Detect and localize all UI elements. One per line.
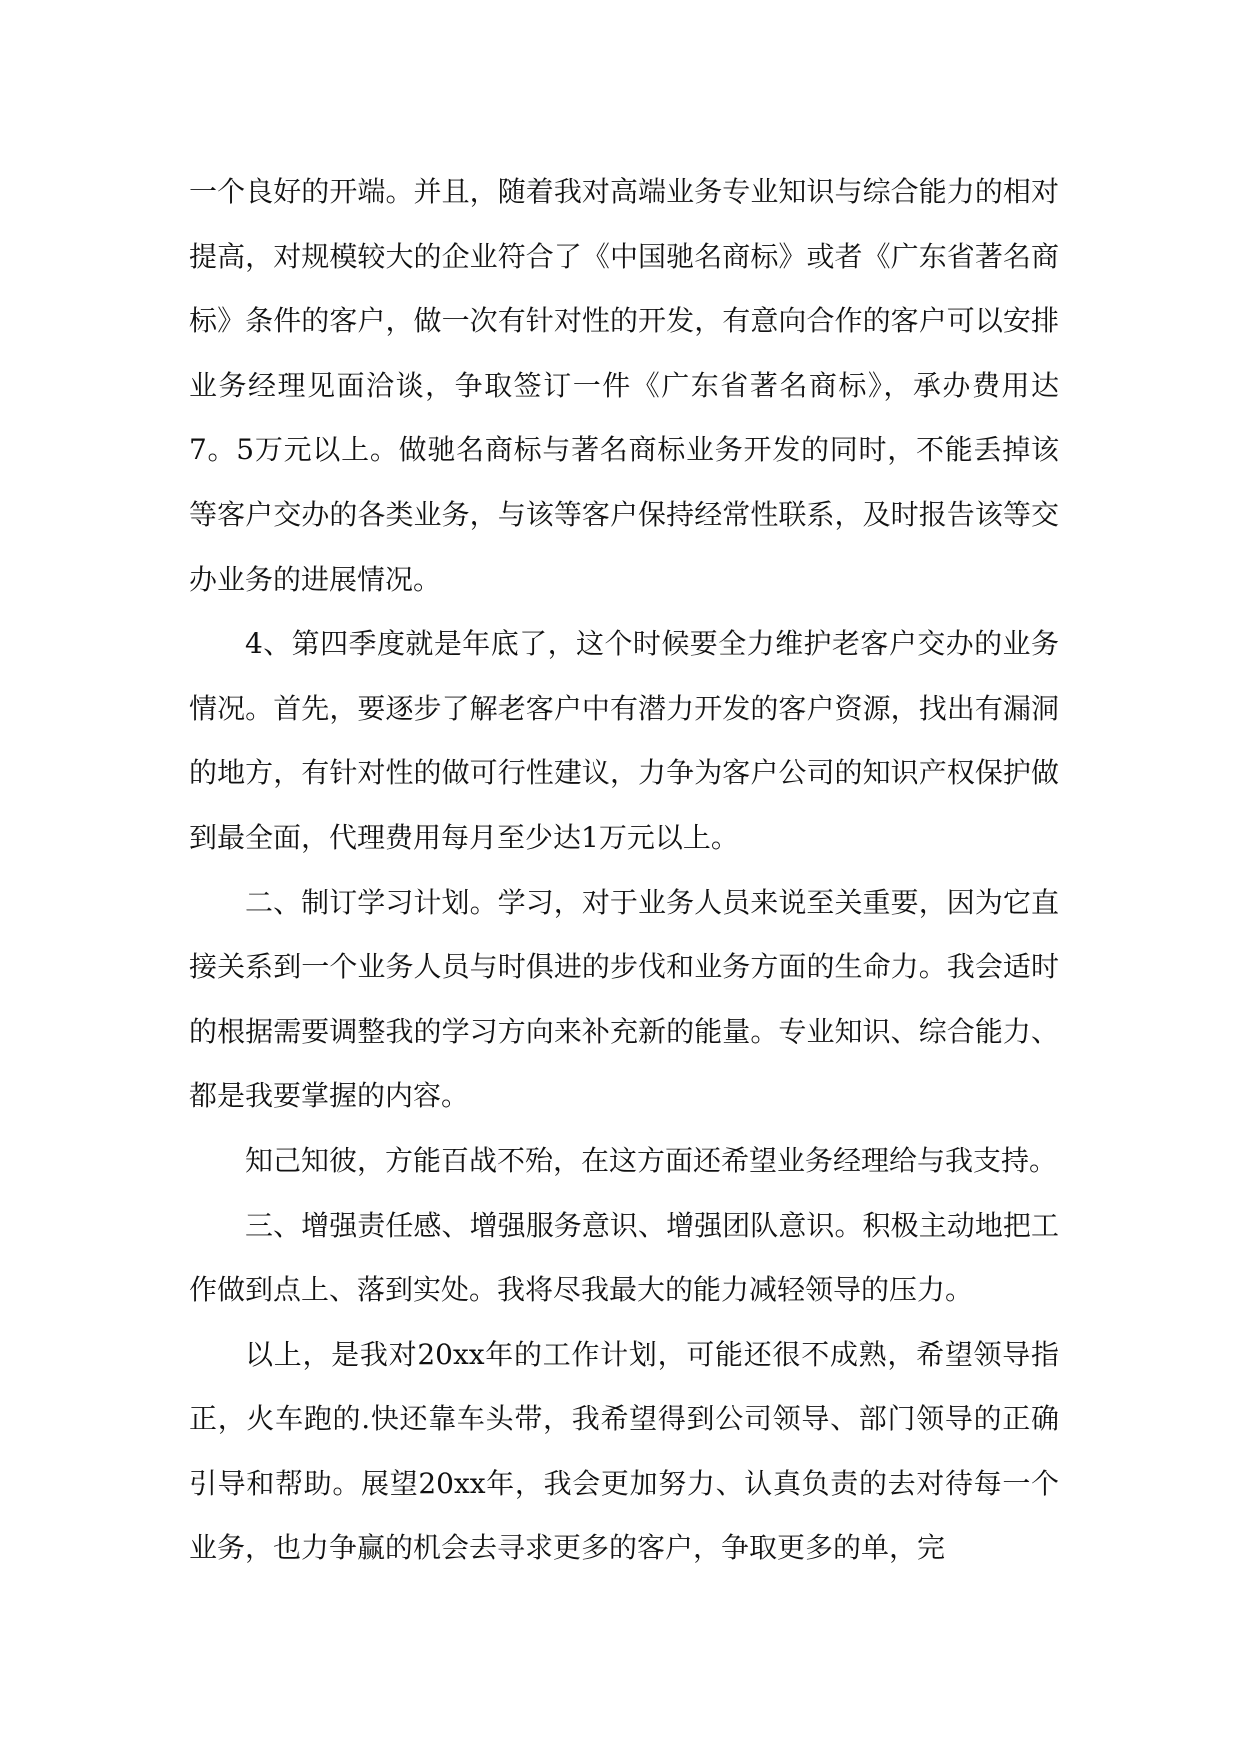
paragraph-know-yourself: 知己知彼，方能百战不殆，在这方面还希望业务经理给与我支持。 — [245, 1143, 1058, 1177]
paragraph-responsibility: 三、增强责任感、增强服务意识、增强团队意识。积极主动地把工作做到点上、落到实处。我将尽我最大的能力减轻领导的压力。 — [189, 1208, 1059, 1307]
paragraph-fourth-quarter: 4、第四季度就是年底了，这个时候要全力维护老客户交办的业务情况。首先，要逐步了解老客户中有潜力开发的客户资源，找出有漏洞的地方，有针对性的做可行性建议，力争为客户公司的知识产权保护做到最全面，代理费用每月至少达1万元以上。 — [189, 627, 1059, 854]
paragraph-continuation: 一个良好的开端。并且，随着我对高端业务专业知识与综合能力的相对提高，对规模较大的企业符合了《中国驰名商标》或者《广东省著名商标》条件的客户，做一次有针对性的开发，有意向合作的客户可以安排业务经理见面洽谈，争取签订一件《广东省著名商标》，承办费用达7。5万元以上。做驰名商标与著名商标业务开发的同时，不能丢掉该等客户交办的各类业务，与该等客户保持经常性联系，及时报告该等交办业务的进展情况。 — [189, 175, 1059, 596]
paragraph-study-plan: 二、制订学习计划。学习，对于业务人员来说至关重要，因为它直接关系到一个业务人员与时俱进的步伐和业务方面的生命力。我会适时的根据需要调整我的学习方向来补充新的能量。专业知识、综合能力、都是我要掌握的内容。 — [189, 885, 1059, 1113]
document-body — [189, 160, 1059, 1581]
paragraph-conclusion: 以上，是我对20xx年的工作计划，可能还很不成熟，希望领导指正，火车跑的.快还靠车头带，我希望得到公司领导、部门领导的正确引导和帮助。展望20xx年，我会更加努力、认真负责的去对待每一个业务，也力争赢的机会去寻求更多的客户，争取更多的单，完 — [189, 1337, 1059, 1565]
